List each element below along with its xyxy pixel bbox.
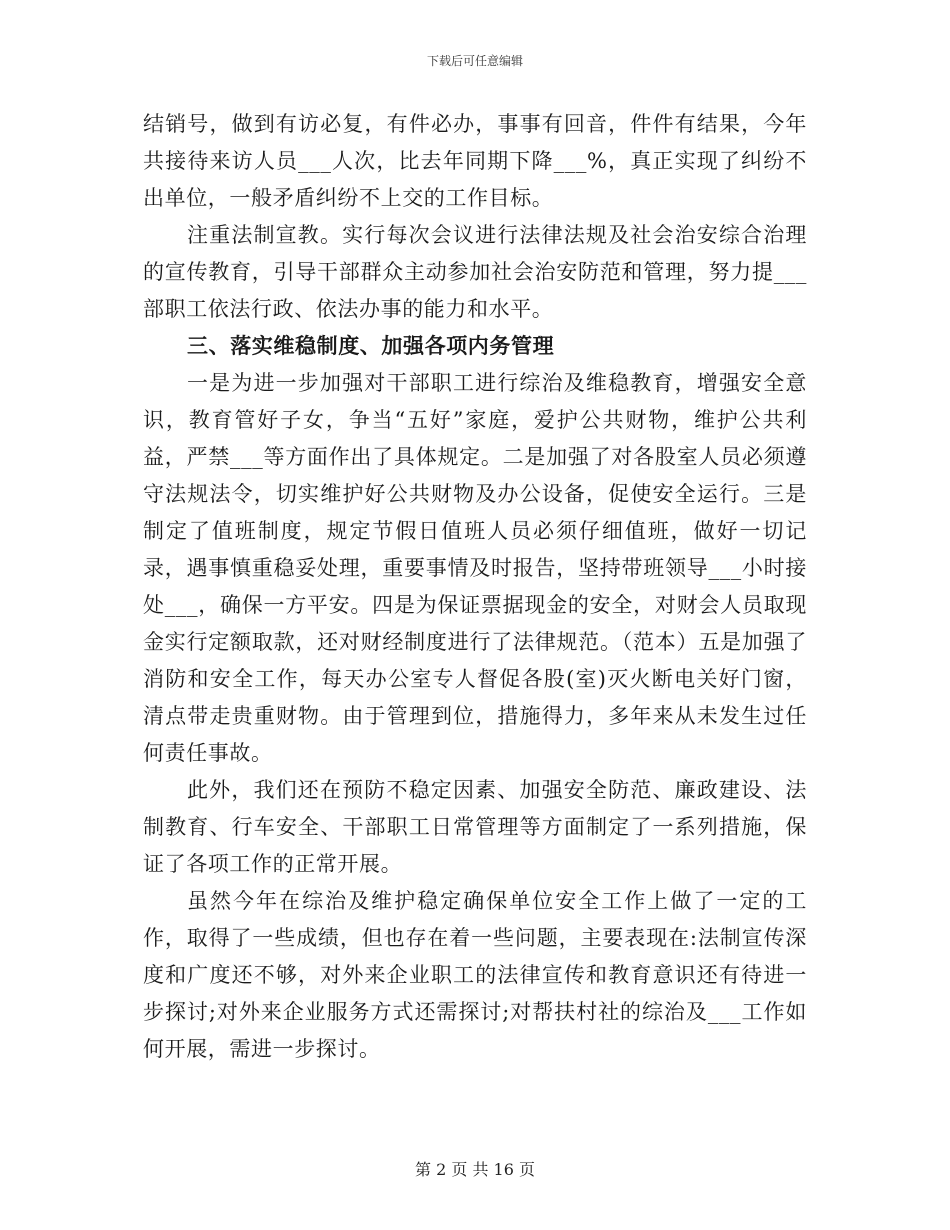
header-note: 下载后可任意编辑: [426, 54, 523, 68]
paragraph-legal-education: 注重法制宣教。实行每次会议进行法律法规及社会治安综合治理的宣传教育，引导干部群众主动参加社会治安防范和管理，努力提___部职工依法行政、依法办事的能力和水平。: [143, 223, 807, 321]
paragraph-problems: 虽然今年在综治及维护稳定确保单位安全工作上做了一定的工作，取得了一些成绩，但也存在着一些问题，主要表现在:法制宣传深度和广度还不够，对外来企业职工的法律宣传和教育意识还有待进一步探讨;对外来企业服务方式还需探讨;对帮扶村社的综治及___工作如何开展，需进一步探讨。: [143, 889, 807, 1061]
paragraph-stability-measures: 一是为进一步加强对干部职工进行综治及维稳教育，增强安全意识，教育管好子女，争当“五好”家庭，爱护公共财物，维护公共利益，严禁___等方面作出了具体规定。二是加强了对各股室人员必须遵守法规法令，切实维护好公共财物及办公设备，促使安全运行。三是制定了值班制度，规定节假日值班人员必须仔细值班，做好一切记录，遇事慎重稳妥处理，重要事情及时报告，坚持带班领导___小时接处___，确保一方平安。四是为保证票据现金的安全，对财会人员取现金实行定额取款，还对财经制度进行了法律规范。（范本）五是加强了消防和安全工作，每天办公室专人督促各股(室)灭火断电关好门窗，清点带走贵重财物。由于管理到位，措施得力，多年来从未发生过任何责任事故。: [143, 371, 807, 765]
paragraph-other-measures: 此外，我们还在预防不稳定因素、加强安全防范、廉政建设、法制教育、行车安全、干部职工日常管理等方面制定了一系列措施，保证了各项工作的正常开展。: [143, 778, 807, 876]
section-heading-3: 三、落实维稳制度、加强各项内务管理: [187, 334, 555, 358]
paragraph-continuation: 结销号，做到有访必复，有件必办，事事有回音，件件有结果，今年共接待来访人员___人次，比去年同期下降___%，真正实现了纠纷不出单位，一般矛盾纠纷不上交的工作目标。: [143, 112, 807, 210]
page-number: 第 2 页 共 16 页: [415, 1160, 535, 1179]
document-body: [143, 106, 807, 1068]
